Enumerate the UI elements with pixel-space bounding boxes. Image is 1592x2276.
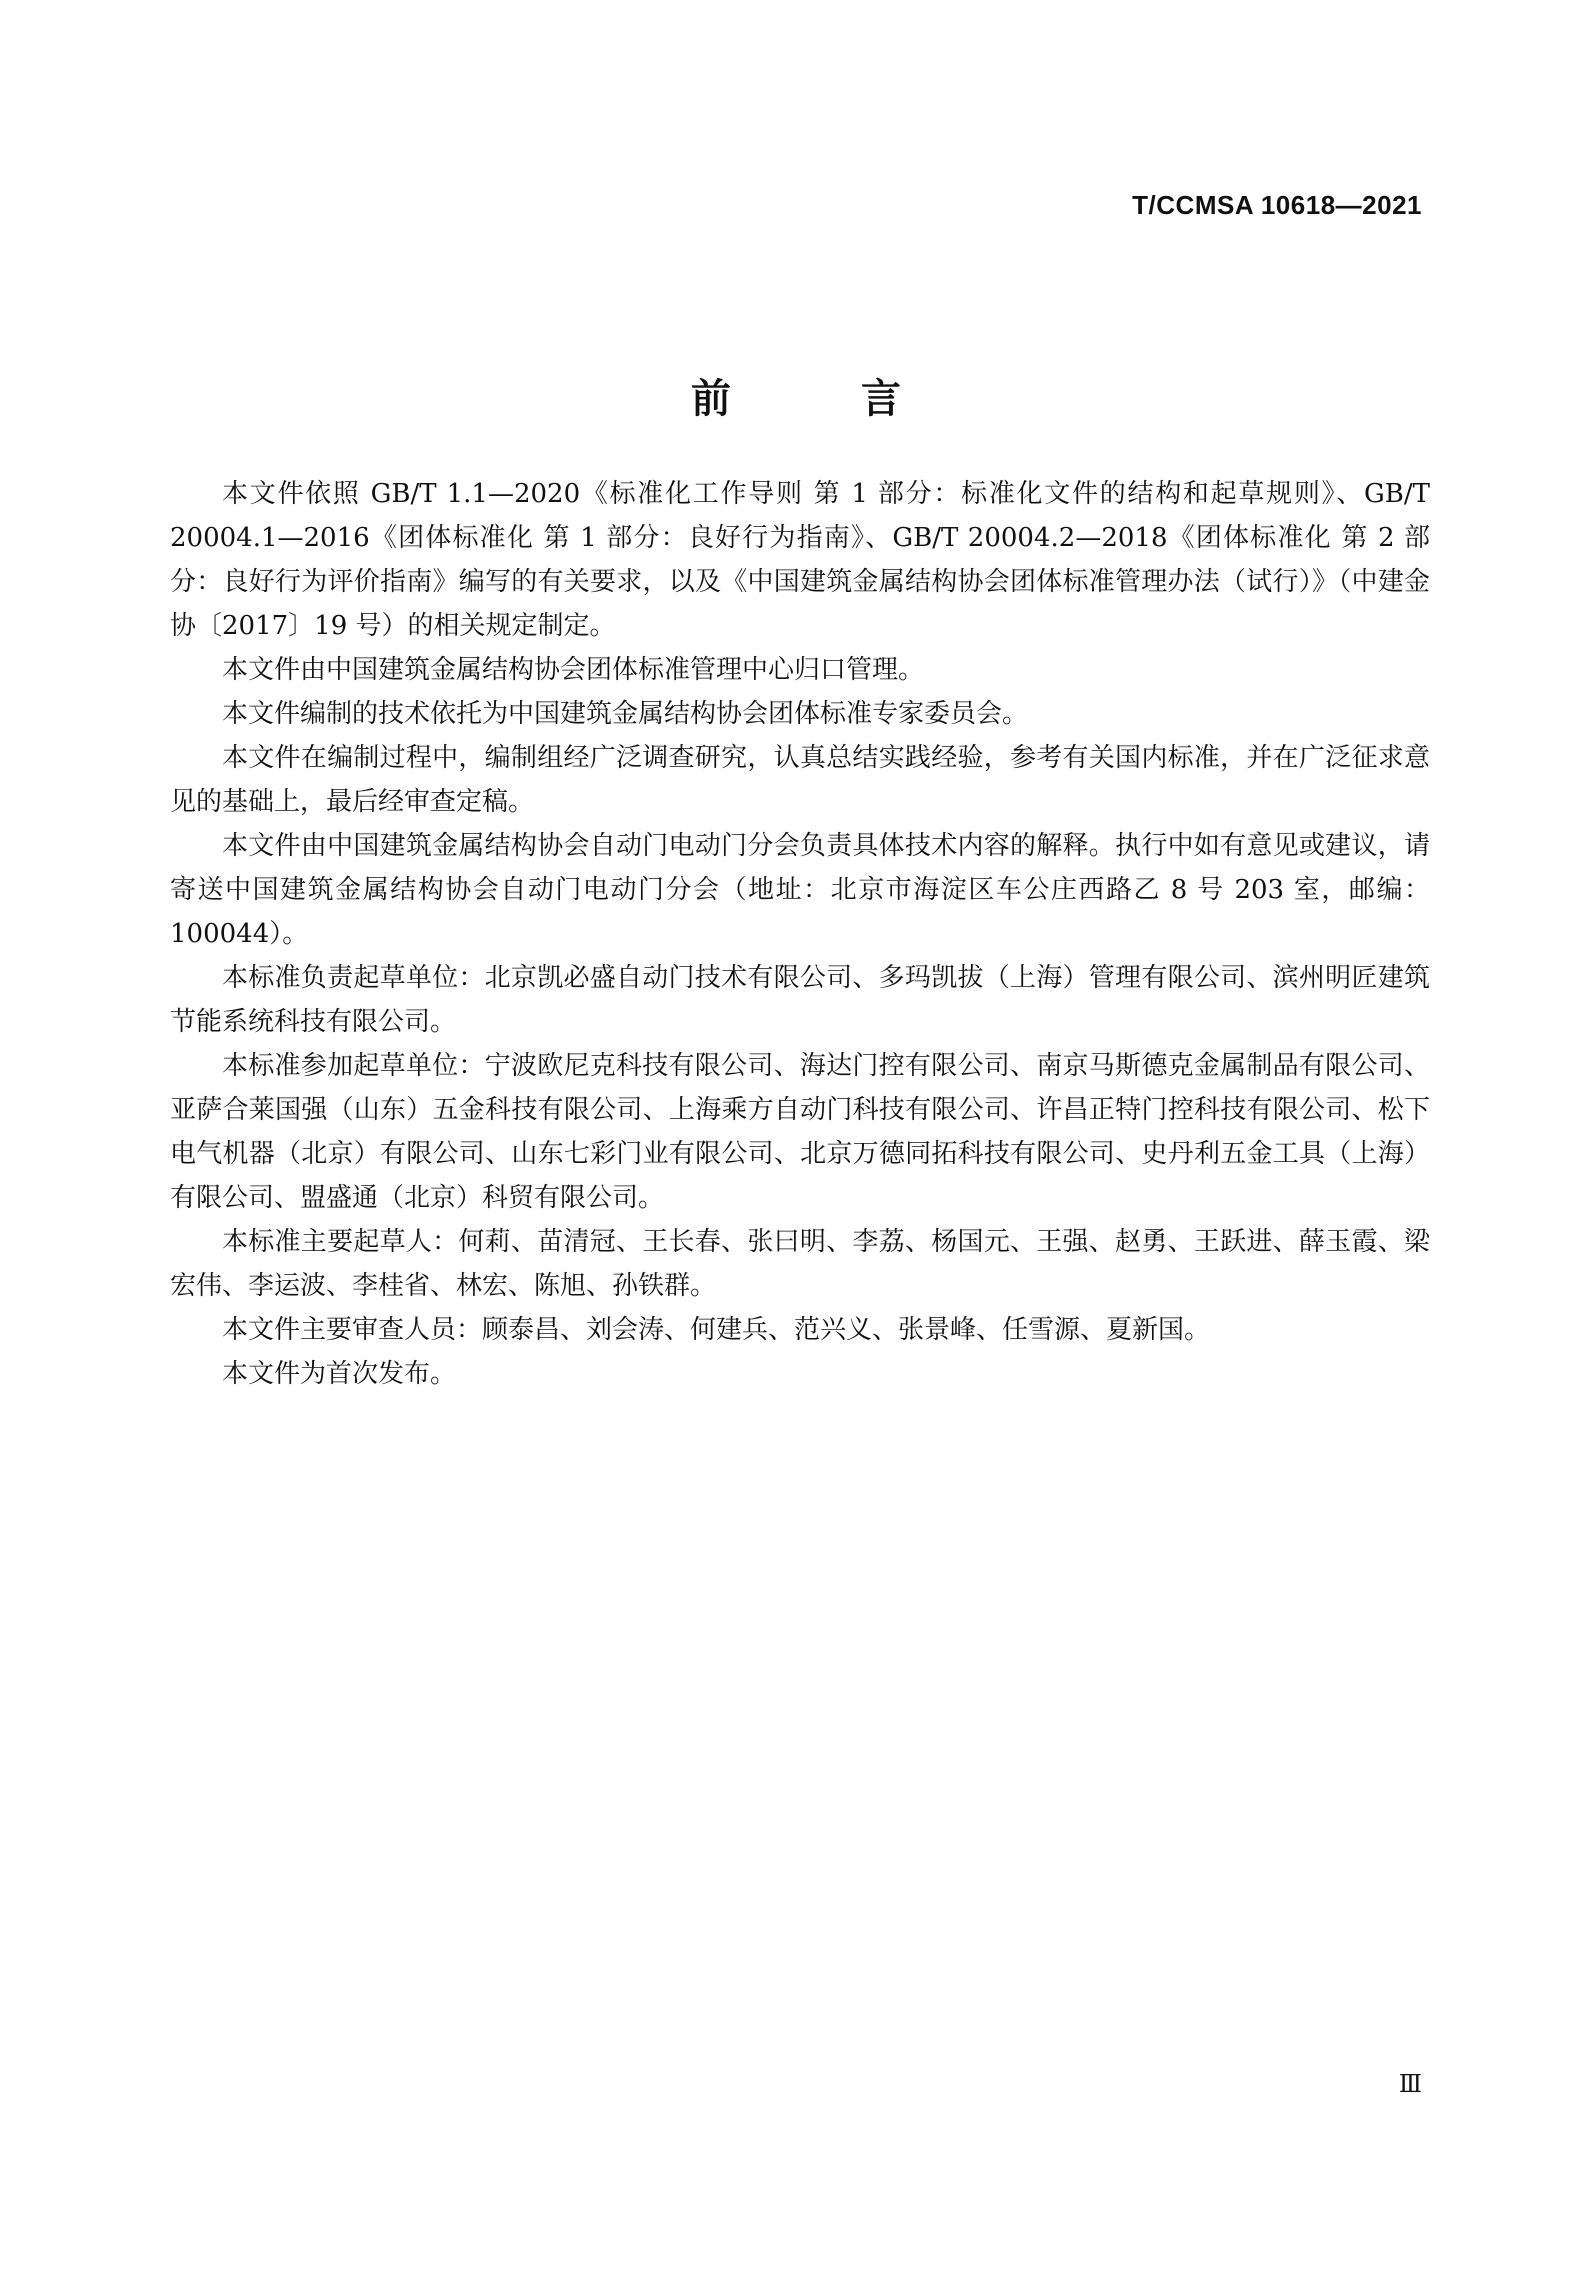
paragraph-participating-drafters: 本标准参加起草单位：宁波欧尼克科技有限公司、海达门控有限公司、南京马斯德克金属制品有限公司、亚萨合莱国强（山东）五金科技有限公司、上海乘方自动门科技有限公司、许昌正特门控科技有限公司、松下电气机器（北京）有限公司、山东七彩门业有限公司、北京万德同拓科技有限公司、史丹利五金工具（上海）有限公司、盟盛通（北京）科贸有限公司。 bbox=[170, 1051, 1430, 1213]
paragraph-lead-drafters: 本标准负责起草单位：北京凯必盛自动门技术有限公司、多玛凯拔（上海）管理有限公司、滨州明匠建筑节能系统科技有限公司。 bbox=[170, 963, 1430, 1037]
paragraph-interpretation: 本文件由中国建筑金属结构协会自动门电动门分会负责具体技术内容的解释。执行中如有意见或建议，请寄送中国建筑金属结构协会自动门电动门分会（地址：北京市海淀区车公庄西路乙 8 号 203 室，邮编：100044）。 bbox=[170, 831, 1430, 949]
paragraph-technical-support: 本文件编制的技术依托为中国建筑金属结构协会团体标准专家委员会。 bbox=[222, 699, 1029, 729]
paragraph-reviewers: 本文件主要审查人员：顾泰昌、刘会涛、何建兵、范兴义、张景峰、任雪源、夏新国。 bbox=[222, 1315, 1211, 1345]
foreword-body bbox=[170, 472, 1430, 1396]
page-number: Ⅲ bbox=[1398, 2070, 1422, 2098]
document-code: T/CCMSA 10618—2021 bbox=[1132, 190, 1422, 220]
paragraph-main-drafters: 本标准主要起草人：何莉、苗清冠、王长春、张曰明、李荔、杨国元、王强、赵勇、王跃进、薛玉霞、梁宏伟、李运波、李桂省、林宏、陈旭、孙铁群。 bbox=[170, 1227, 1430, 1301]
paragraph-drafting-process: 本文件在编制过程中，编制组经广泛调查研究，认真总结实践经验，参考有关国内标准，并在广泛征求意见的基础上，最后经审查定稿。 bbox=[170, 743, 1430, 817]
paragraph-management: 本文件由中国建筑金属结构协会团体标准管理中心归口管理。 bbox=[222, 655, 925, 685]
paragraph-basis: 本文件依照 GB/T 1.1—2020《标准化工作导则 第 1 部分：标准化文件的结构和起草规则》、GB/T 20004.1—2016《团体标准化 第 1 部分：良好行为指南》、GB/T 20004.2—2018《团体标准化 第 2 部分：良好行为评价指南》编写的有关要求，以及《中国建筑金属结构协会团体标准管理办法（试行）》（中建金协〔2017〕19 号）的相关规定制定。 bbox=[170, 479, 1430, 641]
page-title: 前 言 bbox=[691, 375, 959, 422]
paragraph-first-release: 本文件为首次发布。 bbox=[222, 1359, 457, 1389]
